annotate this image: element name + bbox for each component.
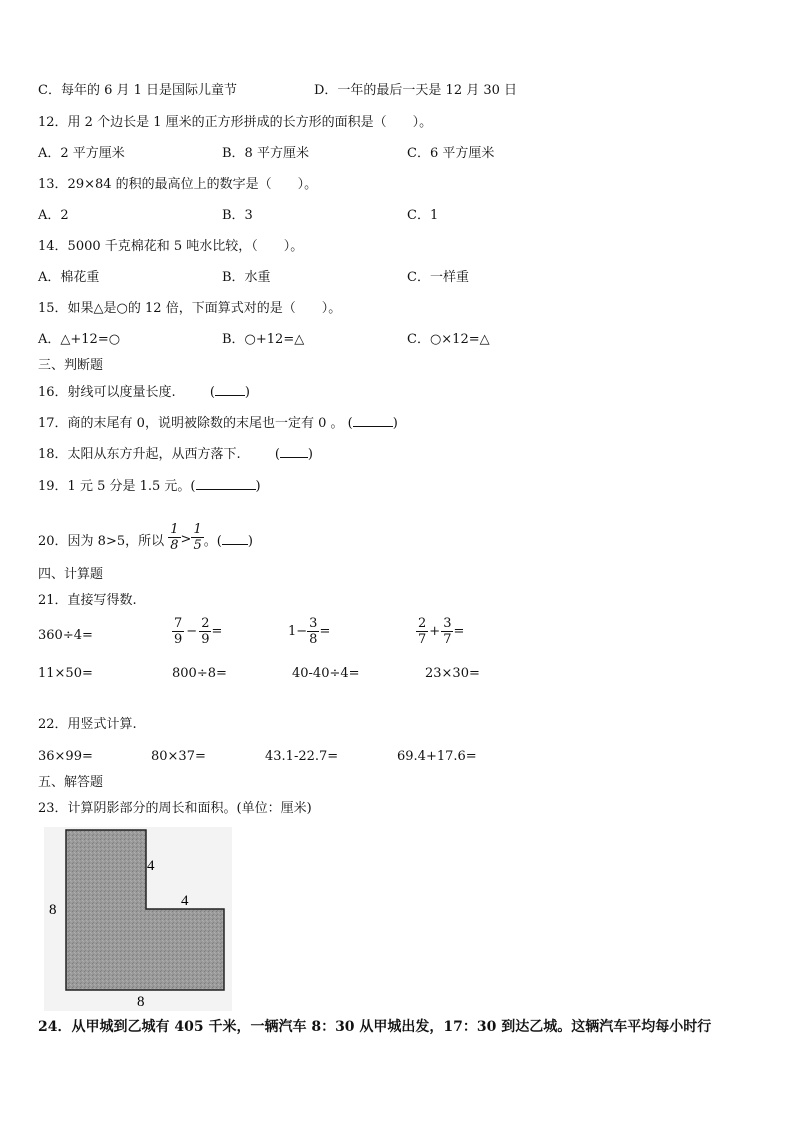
answer-blank[interactable]: ( ): [209, 385, 250, 400]
q21-r2c2: 800÷8=: [172, 666, 227, 681]
q22-stem: 22．用竖式计算.: [38, 717, 137, 732]
q12-stem: 12．用 2 个边长是 1 厘米的正方形拼成的长方形的面积是（ ）。: [38, 115, 433, 130]
fraction: $\frac{2}{7}$: [418, 616, 427, 647]
fraction: $\frac{1}{8}$: [170, 522, 179, 553]
q20-prefix: 20．因为 8>5，所以: [38, 534, 165, 549]
q21-stem: 21．直接写得数.: [38, 593, 137, 608]
q15-option-c: C．○×12=△: [407, 332, 490, 347]
q12-option-c: C．6 平方厘米: [407, 146, 495, 161]
q14-option-a: A．棉花重: [38, 270, 100, 285]
fraction: $\frac{3}{7}$: [443, 616, 452, 647]
q17-stem: 17．商的末尾有 0，说明被除数的末尾也一定有 0 。: [38, 416, 344, 431]
fraction: $\frac{1}{5}$: [193, 522, 202, 553]
q19-text: [38, 477, 261, 496]
q15-option-a: A．△+12=○: [38, 332, 121, 347]
q13-option-a: A．2: [38, 208, 69, 223]
q14-option-c: C．一样重: [407, 270, 469, 285]
q23-stem: 23．计算阴影部分的周长和面积。(单位：厘米): [38, 801, 312, 816]
q14-stem: 14．5000 千克棉花和 5 吨水比较，（ ）。: [38, 239, 304, 254]
q15-option-b: B．○+12=△: [222, 332, 305, 347]
answer-blank[interactable]: ( ): [216, 534, 253, 549]
answer-blank[interactable]: ( ): [274, 447, 313, 462]
label-left-side: 8: [49, 902, 57, 918]
answer-blank[interactable]: ( ): [190, 479, 261, 494]
q22-item-3: 43.1-22.7=: [265, 749, 339, 764]
equals-sign: =: [453, 623, 465, 639]
fraction: $\frac{2}{9}$: [201, 616, 210, 647]
q12-option-a: A．2 平方厘米: [38, 146, 125, 161]
equals-sign: =: [211, 623, 223, 639]
label-bottom-side: 8: [137, 994, 145, 1010]
q24-stem: 24．从甲城到乙城有 405 千米，一辆汽车 8：30 从甲城出发，17：30 到达乙城。这辆汽车平均每小时行: [38, 1019, 712, 1035]
q21-r2c3: 40-40÷4=: [292, 666, 360, 681]
q20-suffix: 。: [203, 534, 217, 549]
one-minus: 1−: [288, 623, 308, 639]
label-step: 4: [181, 893, 189, 909]
q21-r2c1: 11×50=: [38, 666, 93, 681]
q18-stem: 18．太阳从东方升起，从西方落下.: [38, 447, 241, 462]
q23-l-shape-figure: [44, 827, 232, 1011]
q19-stem: 19．1 元 5 分是 1.5 元。: [38, 479, 191, 494]
q21-r1c3: [288, 616, 330, 647]
section-4-heading: 四、计算题: [38, 567, 104, 582]
q21-r2c4: 23×30=: [425, 666, 480, 681]
q13-option-c: C．1: [407, 208, 439, 223]
q15-stem: 15．如果△是○的 12 倍，下面算式对的是（ ）。: [38, 301, 342, 316]
q21-r1c2: [172, 616, 222, 647]
fraction: $\frac{3}{8}$: [309, 616, 318, 647]
q22-item-2: 80×37=: [151, 749, 206, 764]
q11-option-d: D．一年的最后一天是 12 月 30 日: [314, 83, 518, 98]
plus-sign: +: [429, 623, 441, 639]
answer-blank[interactable]: ( ): [347, 416, 398, 431]
q21-r1c4: [416, 616, 464, 647]
q18-text: [38, 445, 313, 464]
section-3-heading: 三、判断题: [38, 358, 104, 373]
q14-option-b: B．水重: [222, 270, 271, 285]
q13-stem: 13．29×84 的积的最高位上的数字是（ ）。: [38, 177, 318, 192]
minus-sign: −: [186, 623, 198, 639]
label-upper-right-side: 4: [147, 858, 155, 874]
q16-stem: 16．射线可以度量长度.: [38, 385, 176, 400]
q21-r1c1: 360÷4=: [38, 628, 93, 643]
q11-option-c: C．每年的 6 月 1 日是国际儿童节: [38, 83, 238, 98]
q22-item-4: 69.4+17.6=: [397, 749, 477, 764]
q17-text: [38, 414, 398, 433]
fraction: $\frac{7}{9}$: [174, 616, 183, 647]
q12-option-b: B．8 平方厘米: [222, 146, 309, 161]
q22-item-1: 36×99=: [38, 749, 93, 764]
equals-sign: =: [319, 623, 331, 639]
q20-text: [38, 520, 253, 556]
q13-option-b: B．3: [222, 208, 253, 223]
section-5-heading: 五、解答题: [38, 775, 104, 790]
greater-than-sign: >: [180, 532, 192, 547]
q16-text: [38, 383, 250, 402]
